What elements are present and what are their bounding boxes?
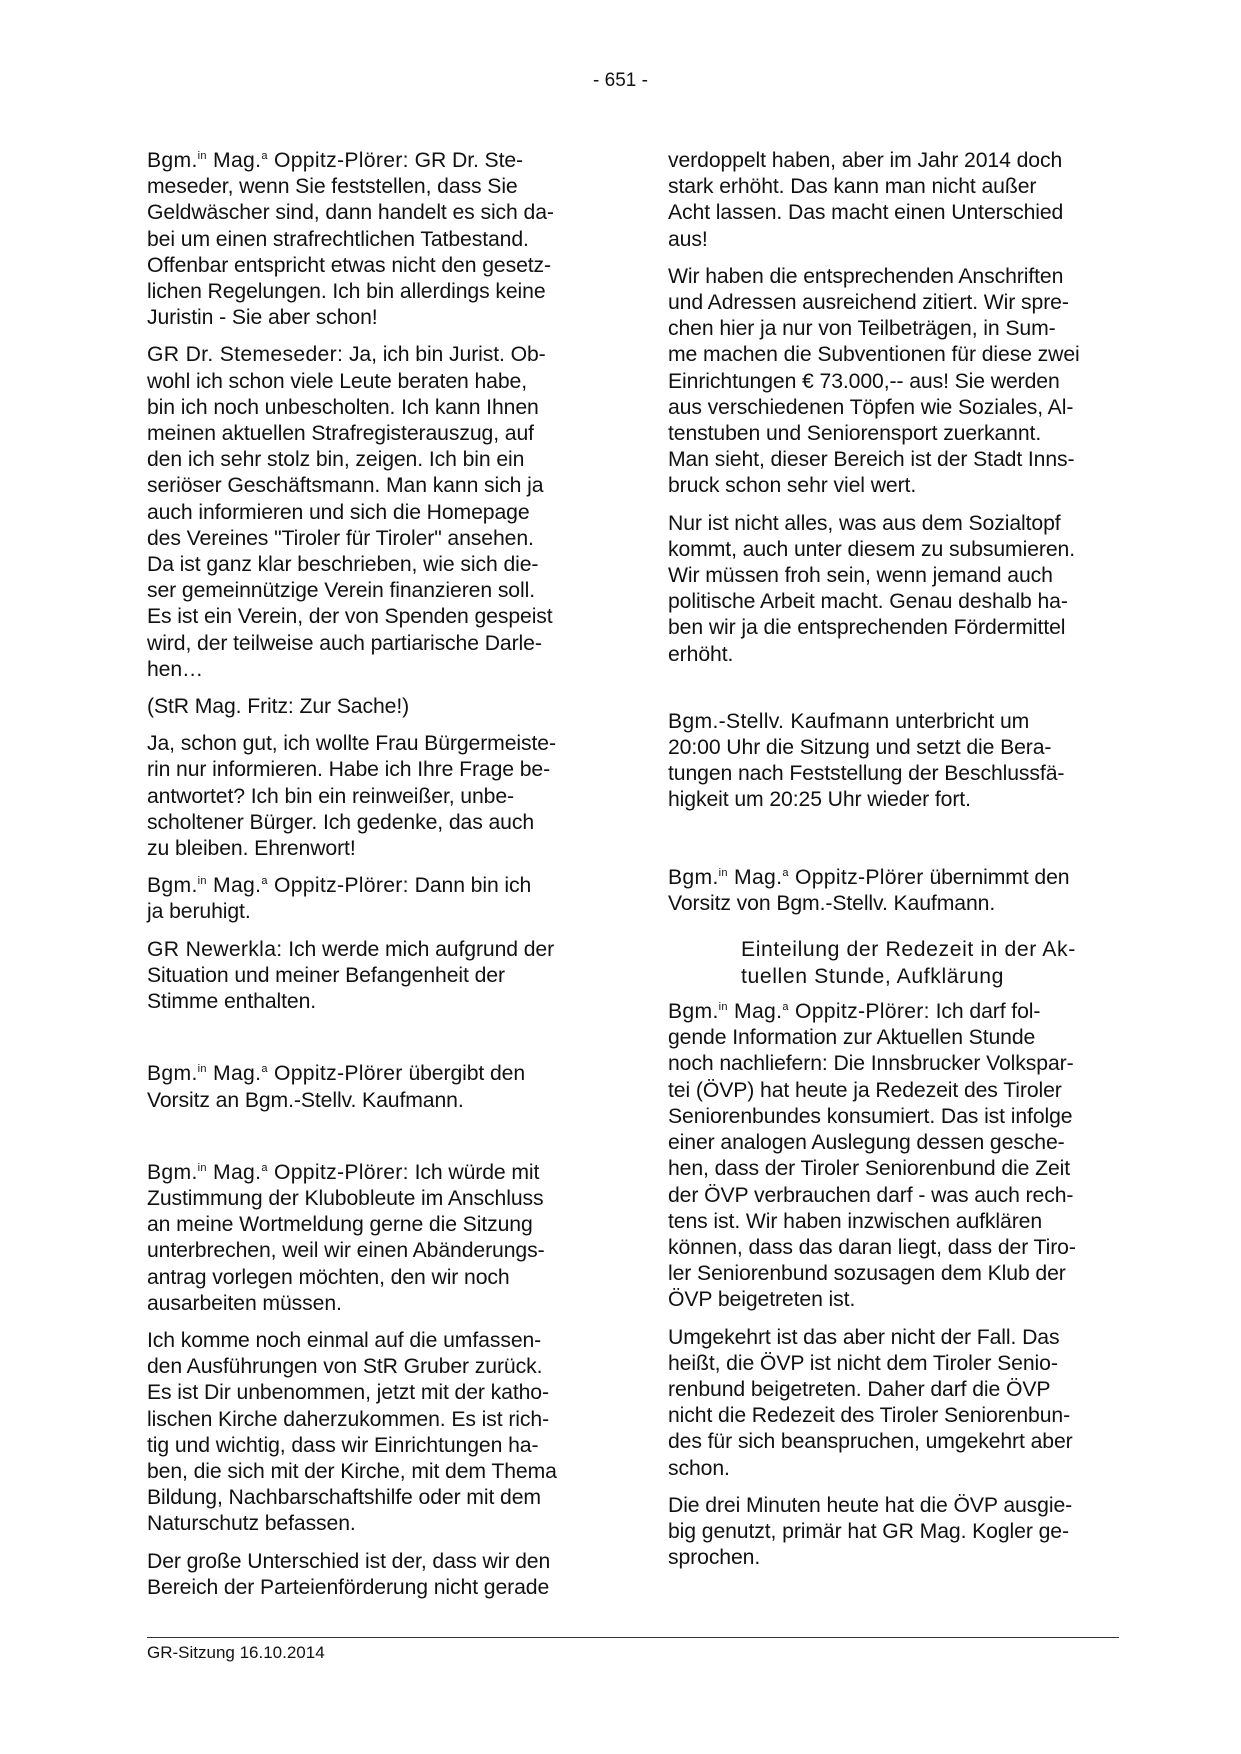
- paragraph-session-break: [668, 709, 1113, 814]
- paragraph-stemeseder: [147, 342, 592, 683]
- paragraph-text: übergibt den Vorsitz an Bgm.-Stellv. Kaufmann.: [147, 1062, 526, 1112]
- paragraph-text: unterbricht um 20:00 Uhr die Sitzung und setzt die Bera- tungen nach Feststellung der Beschlussfä- higkeit um 20:25 Uhr wieder fort.: [668, 709, 1065, 812]
- paragraph-three-minutes: Die drei Minuten heute hat die ÖVP ausgie- big genutzt, primär hat GR Mag. Kogler ge- sprochen.: [668, 1493, 1073, 1570]
- paragraph-text: übernimmt den Vorsitz von Bgm.-Stellv. Kaufmann.: [668, 865, 1070, 915]
- left-column: [147, 148, 592, 1612]
- section-heading: Einteilung der Redezeit in der Ak- tuellen Stunde, Aufklärung: [741, 938, 1076, 988]
- paragraph-oppitz-ploerer-4: [668, 999, 1113, 1313]
- paragraph-gruber-response: Ich komme noch einmal auf die umfassen- den Ausführungen von StR Gruber zurück. Es ist Dir unbenommen, jetzt mit der katho- lischen Kirche daherzukommen. Es ist rich- tig und wichtig, dass wir Einrichtungen ha- ben, die sich mit der Kirche, mit dem Thema Bildung, Nachbarschaftshilfe oder mit dem Naturschutz befassen.: [147, 1328, 557, 1536]
- paragraph-difference: Der große Unterschied ist der, dass wir den Bereich der Parteienförderung nicht gerade: [147, 1549, 551, 1599]
- spacer: [147, 1026, 592, 1061]
- speaker-name: Bgm.$^{in}$ Mag.$^a$ Oppitz-Plörer:: [147, 1160, 409, 1184]
- speaker-name: Bgm.$^{in}$ Mag.$^a$ Oppitz-Plörer:: [668, 1000, 930, 1024]
- speaker-name: Bgm.$^{in}$ Mag.$^a$ Oppitz-Plörer:: [147, 149, 409, 172]
- paragraph-oppitz-ploerer-2: [147, 873, 592, 925]
- paragraph-doubled: verdoppelt haben, aber im Jahr 2014 doch stark erhöht. Das kann man nicht außer Acht lassen. Das macht einen Unterschied aus!: [668, 149, 1064, 251]
- speaker-name: Bgm.$^{in}$ Mag.$^a$ Oppitz-Plörer:: [147, 874, 409, 898]
- spacer: [147, 1125, 592, 1160]
- paragraph-oppitz-ploerer-1: [147, 148, 592, 331]
- spacer: [668, 679, 1113, 709]
- speaker-name: Bgm.$^{in}$ Mag.$^a$ Oppitz-Plörer: [147, 1062, 403, 1086]
- paragraph-interjection: (StR Mag. Fritz: Zur Sache!): [147, 695, 410, 719]
- paragraph-reverse-case: Umgekehrt ist das aber nicht der Fall. Das heißt, die ÖVP ist nicht dem Tiroler Senio- renbund beigetreten. Daher darf die ÖVP nicht die Redezeit des Tiroler Seniorenbun- des für sich beanspruchen, umgekehrt aber schon.: [668, 1325, 1073, 1480]
- paragraph-chair-resumed: [668, 865, 1113, 917]
- right-column: [668, 148, 1113, 1582]
- paragraph-text: Ich würde mit Zustimmung der Klubobleute im Anschluss an meine Wortmeldung gerne die Sitzung unterbrechen, weil wir einen Abänderungs- antrag vorlegen möchten, den wir noch ausarbeiten müssen.: [147, 1160, 545, 1315]
- paragraph-text: Ich darf fol- gende Information zur Aktuellen Stunde noch nachliefern: Die Innsbrucker Volkspar- tei (ÖVP) hat heute ja Redezeit des Tiroler Seniorenbundes konsumiert. Das ist infolge einer analogen Auslegung dessen gesche- hen, dass der Tiroler Seniorenbund die Zeit der ÖVP verbrauchen darf - was auch rech- tens ist. Wir haben inzwischen aufklären können, dass das daran liegt, dass der Tiro- ler Seniorenbund sozusagen dem Klub der ÖVP beigetreten ist.: [668, 1000, 1076, 1312]
- footer-divider: [147, 1637, 1119, 1638]
- paragraph-newerkla: [147, 937, 592, 1016]
- paragraph-oppitz-ploerer-3: [147, 1160, 592, 1317]
- footer-session-date: GR-Sitzung 16.10.2014: [147, 1643, 325, 1662]
- speaker-name: GR Dr. Stemeseder:: [147, 343, 344, 367]
- spacer: [668, 825, 1113, 865]
- paragraph-stemeseder-continued: Ja, schon gut, ich wollte Frau Bürgermeiste- rin nur informieren. Habe ich Ihre Frage be- antwortet? Ich bin ein reinweißer, unbe- scholtener Bürger. Ich gedenke, das auch zu bleiben. Ehrenwort!: [147, 732, 556, 861]
- paragraph-chair-handover: [147, 1061, 592, 1113]
- paragraph-text: Dann bin ich ja beruhigt.: [147, 874, 532, 924]
- paragraph-addresses: Wir haben die entsprechenden Anschriften und Adressen ausreichend zitiert. Wir spre- chen hier ja nur von Teilbeträgen, in Sum- me machen die Subventionen für diese zwei Einrichtungen € 73.000,-- aus! Sie werden aus verschiedenen Töpfen wie Soziales, Al- tenstuben und Seniorensport zuerkannt. Man sieht, dieser Bereich ist der Stadt Inns- bruck schon sehr viel wert.: [668, 264, 1080, 498]
- paragraph-text: GR Dr. Ste- meseder, wenn Sie feststellen, dass Sie Geldwäscher sind, dann handelt es sich da- bei um einen strafrechtlichen Tatbestand. Offenbar entspricht etwas nicht den gesetz- lichen Regelungen. Ich bin allerdings keine Juristin - Sie aber schon!: [147, 149, 554, 330]
- paragraph-text: Ich werde mich aufgrund der Situation und meiner Befangenheit der Stimme enthalten.: [147, 937, 555, 1014]
- paragraph-text: Ja, ich bin Jurist. Ob- wohl ich schon viele Leute beraten habe, bin ich noch unbescholten. Ich kann Ihnen meinen aktuellen Strafregisterauszug, auf den ich sehr stolz bin, zeigen. Ich bin ein seriöser Geschäftsmann. Man kann sich ja auch informieren und sich die Homepage des Vereines "Tiroler für Tiroler" ansehen. Da ist ganz klar beschrieben, wie sich die- ser gemeinnützige Verein finanzieren soll. Es ist ein Verein, der von Spenden gespeist wird, der teilweise auch partiarische Darle- hen…: [147, 343, 553, 681]
- paragraph-social-fund: Nur ist nicht alles, was aus dem Sozialtopf kommt, auch unter diesem zu subsumieren. Wir müssen froh sein, wenn jemand auch politische Arbeit macht. Genau deshalb ha- ben wir ja die entsprechenden Fördermittel erhöht.: [668, 511, 1075, 666]
- speaker-name: Bgm.-Stellv. Kaufmann: [668, 709, 890, 733]
- speaker-name: Bgm.$^{in}$ Mag.$^a$ Oppitz-Plörer: [668, 865, 924, 889]
- speaker-name: GR Newerkla:: [147, 937, 283, 961]
- page-number: - 651 -: [593, 70, 648, 91]
